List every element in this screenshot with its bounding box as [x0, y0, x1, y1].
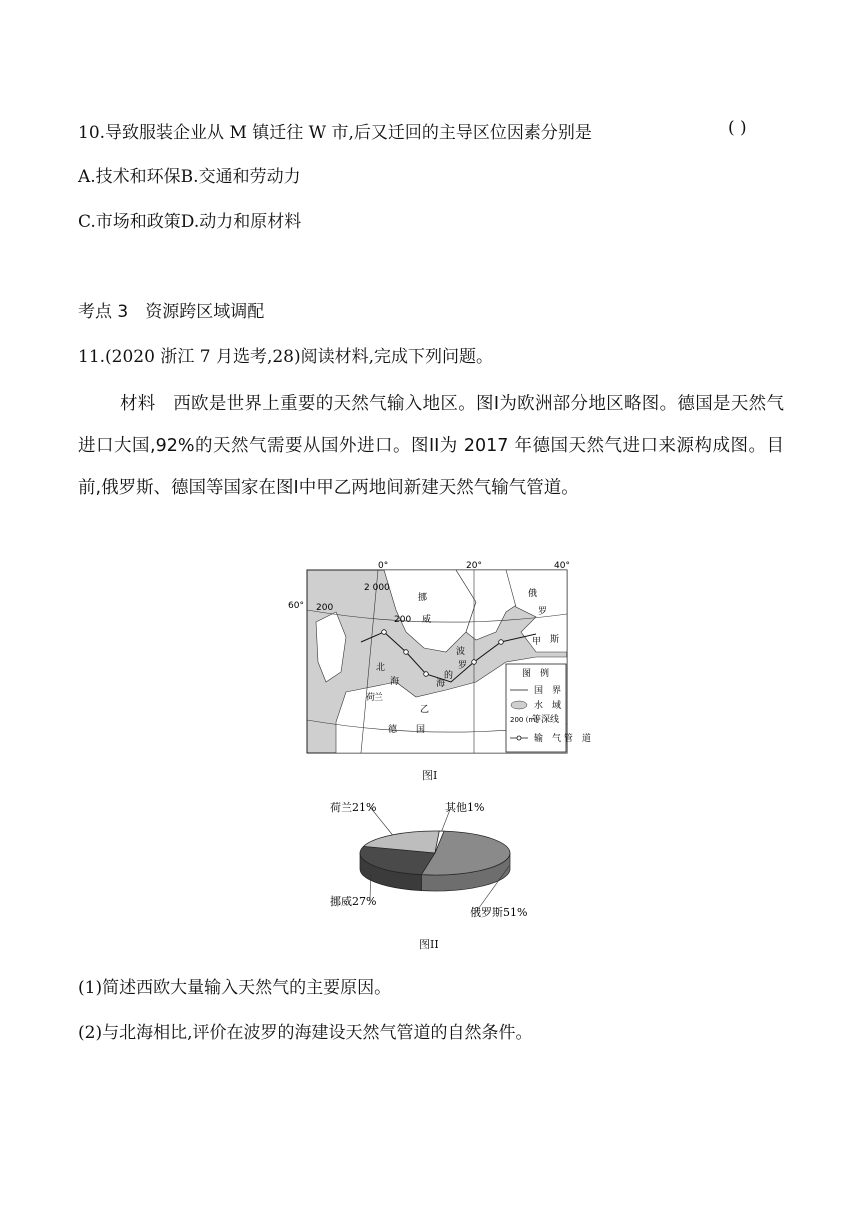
figure-2-caption: 图II	[419, 938, 439, 951]
label-baltic-3: 的	[444, 671, 454, 681]
label-russia-3: 斯	[550, 635, 560, 645]
options-c-d: C.市场和政策D.动力和原材料	[78, 212, 302, 232]
material-text: 西欧是世界上重要的天然气输入地区。图I为欧洲部分地区略图。德国是天然气进口大国,92%的天然气需要从国外进口。图II为 2017 年德国天然气进口来源构成图。目前,俄罗斯、德国等国家在图I中甲乙两地间新建天然气输气管道。	[78, 394, 784, 498]
label-yi: 乙	[420, 705, 430, 715]
subquestion-2: (2)与北海相比,评价在波罗的海建设天然气管道的自然条件。	[78, 1023, 533, 1043]
label-russia-1: 俄	[528, 589, 538, 599]
label-baltic-2: 罗	[458, 661, 468, 671]
legend-border: 国 界	[534, 686, 562, 696]
subquestion-1: (1)简述西欧大量输入天然气的主要原因。	[78, 978, 392, 998]
europe-map	[288, 561, 591, 754]
label-norway-1: 挪	[418, 593, 428, 603]
legend-depth: 等深线	[532, 715, 560, 725]
legend-pipeline: 输 气 管 道	[534, 734, 591, 744]
pie-chart	[320, 793, 550, 928]
figure-1-caption: 图I	[422, 769, 438, 782]
label-netherlands-1: 荷	[366, 693, 376, 703]
label-jia: 甲	[532, 637, 542, 647]
material-paragraph	[78, 383, 784, 509]
options-a-b: A.技术和环保B.交通和劳动力	[78, 167, 301, 187]
lon-label-0: 0°	[378, 561, 389, 571]
pie-label-其他: 其他1%	[445, 801, 485, 814]
depth-label-2000: 2 000	[364, 583, 390, 593]
section-heading: 考点 3 资源跨区域调配	[78, 302, 265, 322]
label-north-2: 海	[390, 677, 400, 687]
label-russia-2: 罗	[538, 607, 548, 617]
label-baltic-1: 波	[456, 647, 466, 657]
label-norway-2: 威	[422, 615, 432, 625]
depth-label-200a: 200	[316, 603, 334, 613]
lon-label-20: 20°	[466, 561, 482, 571]
label-north-1: 北	[376, 663, 386, 673]
pie-label-荷兰: 荷兰21%	[330, 801, 377, 814]
lon-label-40: 40°	[554, 561, 570, 571]
label-germany-2: 国	[416, 725, 426, 735]
answer-bracket: ( )	[728, 118, 747, 138]
label-baltic-4: 海	[436, 679, 446, 689]
legend-water: 水 域	[534, 701, 562, 711]
legend-depth-unit: 200 (m)	[510, 716, 538, 724]
question-10: 10.导致服装企业从 M 镇迁往 W 市,后又迁回的主导区位因素分别是	[78, 123, 592, 143]
material-label: 材料	[120, 394, 156, 414]
pie-label-俄罗斯: 俄罗斯51%	[470, 906, 528, 919]
legend-title: 图 例	[522, 669, 550, 679]
label-netherlands-2: 兰	[374, 693, 384, 703]
lat-label-60: 60°	[288, 601, 304, 611]
depth-label-200b: 200	[394, 615, 412, 625]
pie-label-挪威: 挪威27%	[330, 895, 377, 908]
question-11-title: 11.(2020 浙江 7 月选考,28)阅读材料,完成下列问题。	[78, 347, 494, 367]
label-germany-1: 德	[388, 725, 398, 735]
